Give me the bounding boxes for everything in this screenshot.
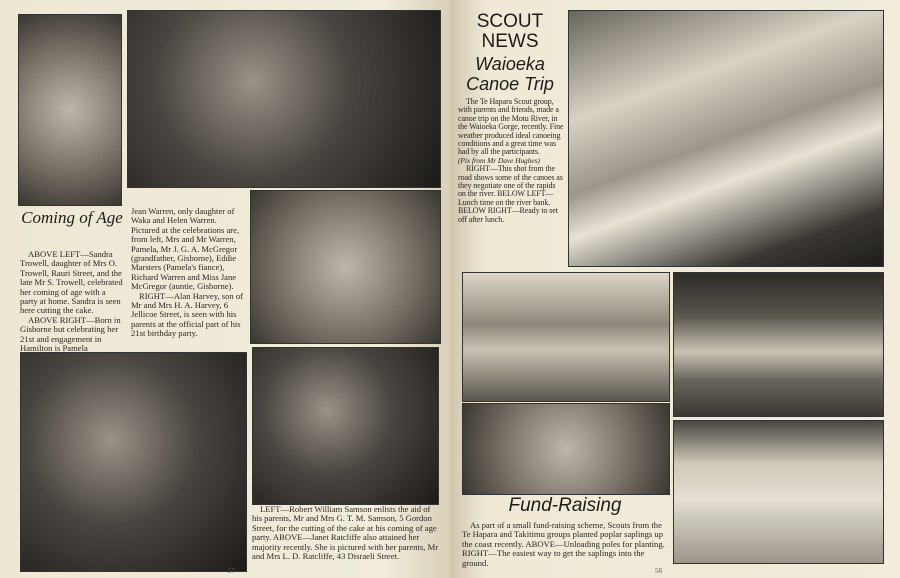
page-number: 57 [228, 567, 235, 575]
caption-col2 [131, 207, 247, 339]
body-text: As part of a small fund-raising scheme, Scouts from the Te Hapara and Takitimu groups planted poplar saplings up the coast recently. ABOVE—Unloading poles for planting. RIGHT—The easiest way to get the saplings into the ground. [462, 520, 665, 568]
article-body [458, 98, 564, 224]
photo-janet-ratcliffe [252, 347, 439, 505]
photo-lunch-riverbank [462, 272, 670, 402]
photo-credit: (Pix from Mr Dave Hughes) [458, 155, 540, 165]
section-title: SCOUT NEWS [476, 11, 544, 52]
caption-bottom [252, 505, 442, 561]
caption-text: RIGHT—This shot from the road shows some of the canoes as they negotiate one of the rapids on the river. BELOW LEFT—Lunch time on the river bank. BELOW RIGHT—Ready to set off after lunch. [458, 164, 563, 224]
photo-canoes-rapids [568, 10, 884, 267]
caption-text: ABOVE RIGHT—Born in Gisborne but celebrating her 21st and engagement in Hamilton is Pamela [20, 314, 121, 354]
photo-ready-to-set-off [673, 272, 884, 417]
photo-alan-harvey [250, 190, 441, 344]
caption-col1 [20, 250, 124, 353]
photo-planting-saplings [673, 420, 884, 564]
photo-robert-samson [20, 352, 247, 572]
page-number: 58 [655, 567, 662, 575]
caption-text: ABOVE LEFT—Sandra Trowell, daughter of Mrs O. Trowell, Rauri Street, and the late Mr S. Trowell, celebrated her coming of age with a party at home. Sandra is seen here cutting the cake. [20, 249, 123, 316]
right-page [450, 0, 900, 578]
heading-fund-raising: Fund-Raising [508, 495, 622, 516]
caption-text: Jean Warren, only daughter of Waka and Helen Warren. Pictured at the celebrations are, from left, Mrs and Mr Warren, Pamela, Mr J. G. A. McGregor (grandfather, Gisborne), Eddie Marsters (Pamela's fiance), Richard Warren and Miss Jane McGregor (auntie, Gisborne). [131, 206, 240, 292]
heading-coming-of-age: Coming of Age [21, 208, 123, 227]
photo-unloading-poles [462, 403, 670, 495]
article-body-fundraising [462, 521, 668, 568]
caption-text: LEFT—Robert William Samson enlists the aid of his parents, Mr and Mrs G. T. M. Samson, 5 Gordon Street, for the cutting of the cake at his coming of age party. ABOVE—Janet Ratcliffe also attained her majority recently. She is pictured with her parents, Mr and Mrs L. D. Ratcliffe, 43 Disraeli Street. [252, 504, 439, 562]
heading-canoe-trip: Waioeka Canoe Trip [466, 54, 554, 94]
photo-sandra-trowell [18, 14, 122, 206]
caption-text: RIGHT—Alan Harvey, son of Mr and Mrs H. A. Harvey, 6 Jellicoe Street, is seen with his parents at the official part of his 21st birthday party. [131, 290, 243, 339]
photo-warren-family [127, 10, 441, 188]
body-text: The Te Hapara Scout group, with parents and friends, made a canoe trip on the Motu River, in the Waioeka Gorge, recently. Fine weather produced ideal canoeing conditions and a great time was had by all the participants. [458, 97, 564, 157]
